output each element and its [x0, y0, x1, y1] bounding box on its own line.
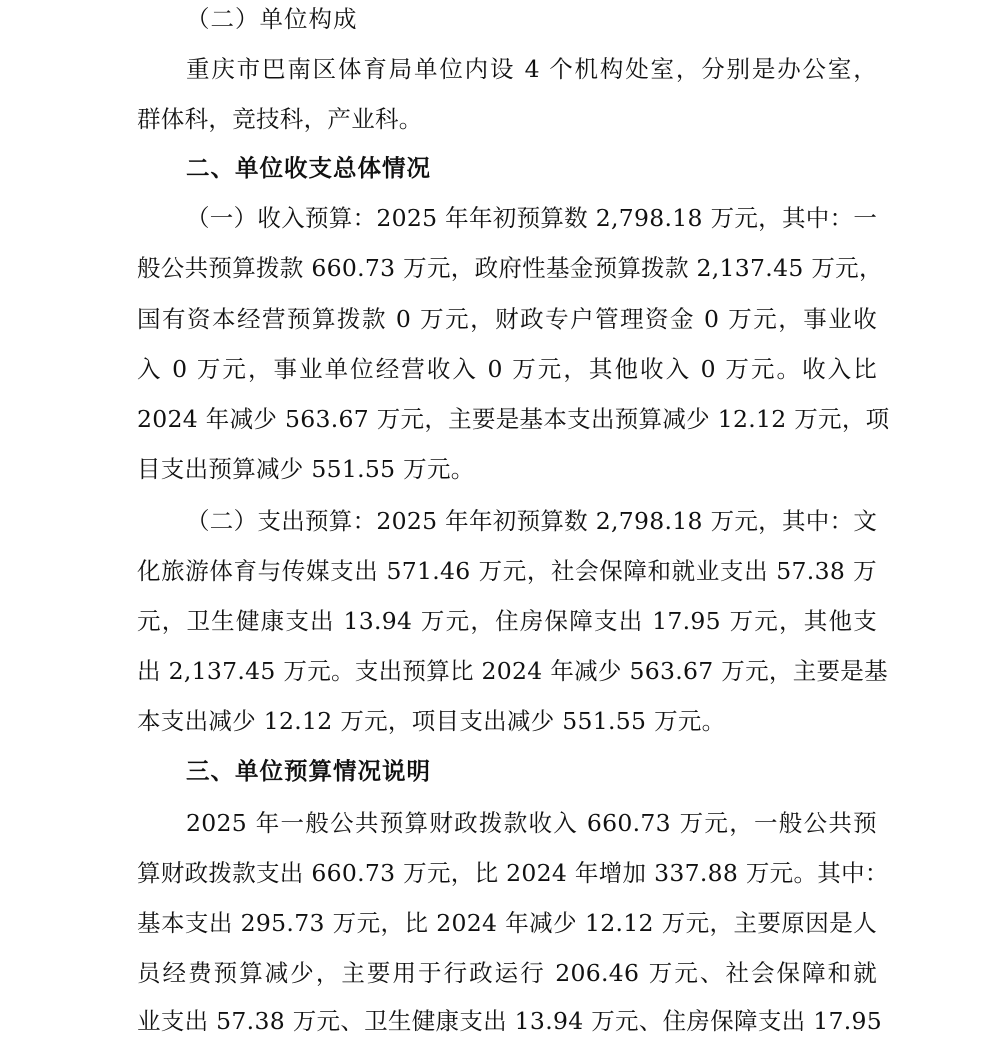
section-subheading-unit-composition: （二）单位构成	[186, 5, 358, 33]
paragraph-line: 入 0 万元，事业单位经营收入 0 万元，其他收入 0 万元。收入比	[137, 355, 877, 383]
paragraph-line: 2025 年一般公共预算财政拨款收入 660.73 万元，一般公共预	[186, 809, 877, 837]
paragraph-line: 基本支出 295.73 万元，比 2024 年减少 12.12 万元，主要原因是人	[137, 909, 877, 937]
paragraph-line: 国有资本经营预算拨款 0 万元，财政专户管理资金 0 万元，事业收	[137, 305, 877, 333]
paragraph-line: （二）支出预算：2025 年年初预算数 2,798.18 万元，其中：文	[186, 507, 878, 535]
paragraph-line: 本支出减少 12.12 万元，项目支出减少 551.55 万元。	[137, 707, 726, 735]
paragraph-line: 业支出 57.38 万元、卫生健康支出 13.94 万元、住房保障支出 17.95	[137, 1007, 882, 1035]
section-heading-income-expense-overview: 二、单位收支总体情况	[186, 154, 431, 182]
paragraph-line: 目支出预算减少 551.55 万元。	[137, 455, 475, 483]
paragraph-line: 算财政拨款支出 660.73 万元，比 2024 年增加 337.88 万元。其中：	[137, 859, 889, 887]
paragraph-line: 重庆市巴南区体育局单位内设 4 个机构处室，分别是办公室，	[186, 55, 877, 83]
paragraph-line: 2024 年减少 563.67 万元，主要是基本支出预算减少 12.12 万元，项	[137, 405, 890, 433]
paragraph-line: 化旅游体育与传媒支出 571.46 万元，社会保障和就业支出 57.38 万	[137, 557, 877, 585]
paragraph-line: 出 2,137.45 万元。支出预算比 2024 年减少 563.67 万元，主要是基	[137, 657, 888, 685]
section-heading-budget-explanation: 三、单位预算情况说明	[186, 757, 431, 785]
paragraph-line: （一）收入预算：2025 年年初预算数 2,798.18 万元，其中：一	[186, 204, 878, 232]
paragraph-line: 群体科，竞技科，产业科。	[137, 105, 423, 133]
paragraph-line: 般公共预算拨款 660.73 万元，政府性基金预算拨款 2,137.45 万元，	[137, 254, 883, 282]
paragraph-line: 元，卫生健康支出 13.94 万元，住房保障支出 17.95 万元，其他支	[137, 607, 877, 635]
paragraph-line: 员经费预算减少，主要用于行政运行 206.46 万元、社会保障和就	[137, 959, 877, 987]
